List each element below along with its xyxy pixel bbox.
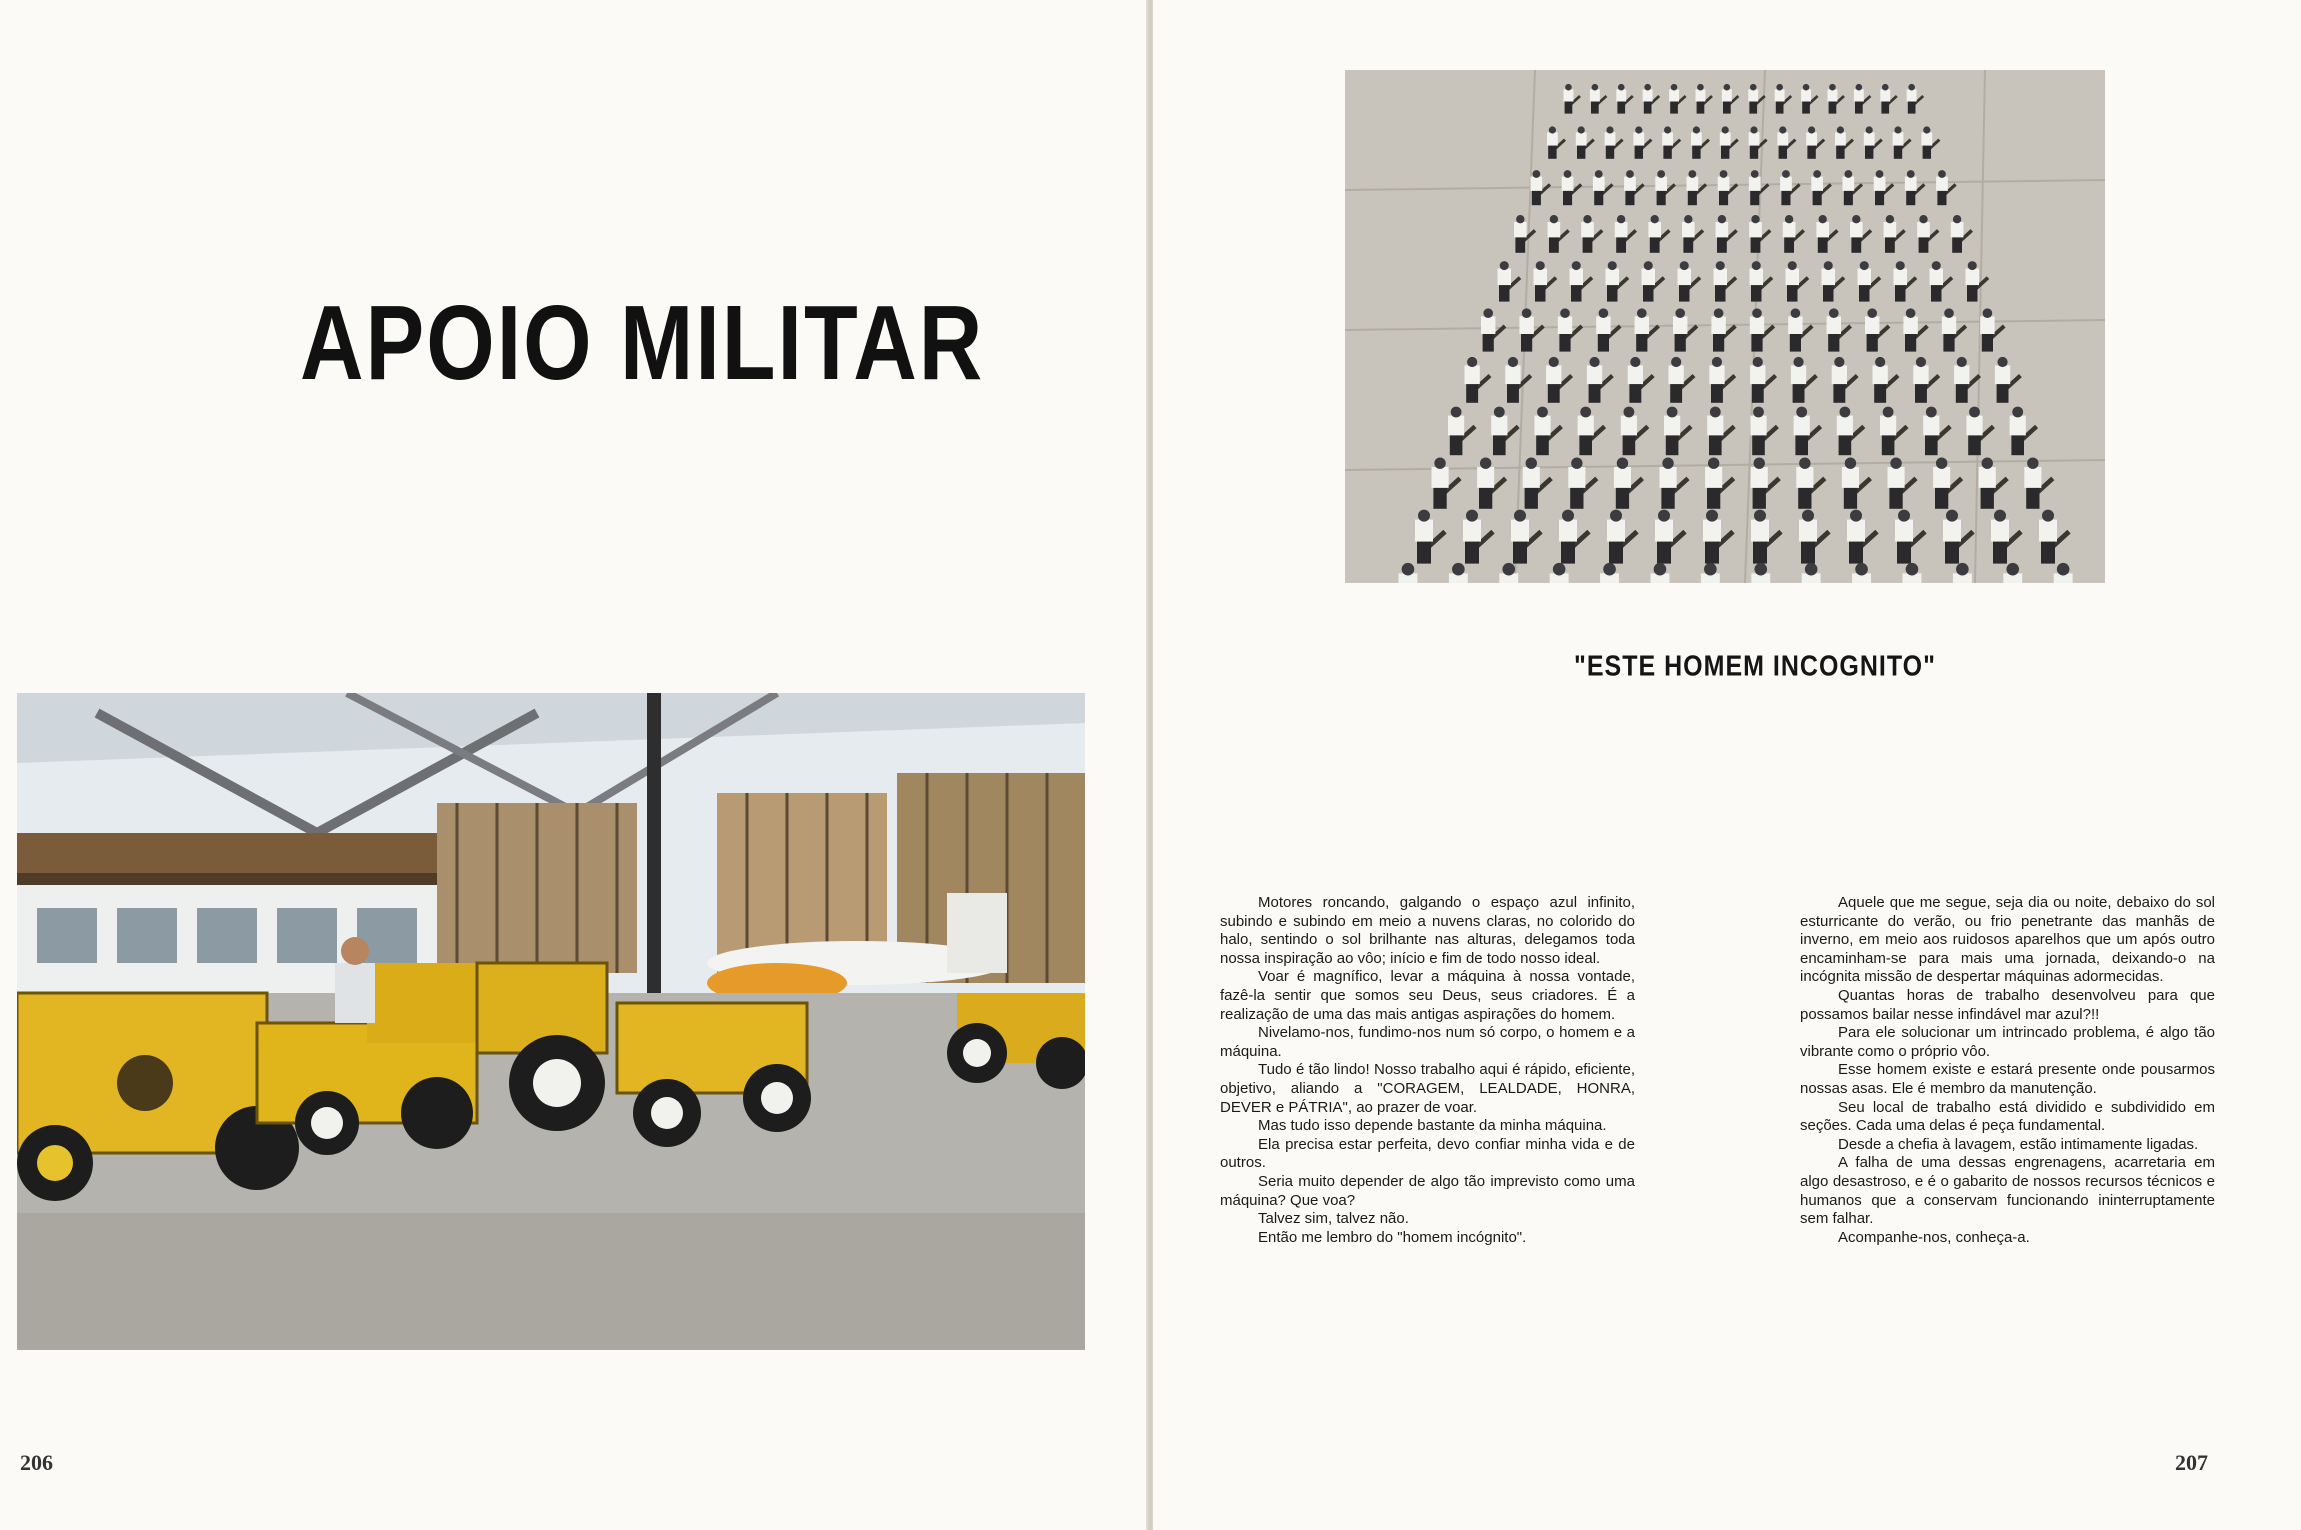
article-column-1 xyxy=(1220,894,1635,1247)
right-page xyxy=(1153,0,2301,1530)
troops-formation-photo xyxy=(1345,70,2105,583)
paragraph: Seu local de trabalho está dividido e subdividido em seções. Cada uma delas é peça fundamental. xyxy=(1800,1098,2215,1135)
page-number: 206 xyxy=(20,1450,53,1475)
paragraph: Motores roncando, galgando o espaço azul infinito, subindo e subindo em meio a nuvens claras, no colorido do halo, sentindo o sol brilhante nas alturas, delegamos toda nossa inspiração ao vôo; início e fim de todo nosso ideal. xyxy=(1220,894,1635,967)
paragraph: Para ele solucionar um intrincado problema, é algo tão vibrante como o próprio vôo. xyxy=(1800,1024,2215,1060)
left-page xyxy=(0,0,1148,1530)
paragraph: Desde a chefia à lavagem, estão intimamente ligadas. xyxy=(1838,1135,2199,1153)
paragraph: Seria muito depender de algo tão imprevisto como uma máquina? Que voa? xyxy=(1220,1172,1635,1209)
page-number: 207 xyxy=(2175,1450,2208,1475)
paragraph: Esse homem existe e estará presente onde pousarmos nossas asas. Ele é membro da manutenção. xyxy=(1800,1061,2215,1097)
paragraph: A falha de uma dessas engrenagens, acarretaria em algo desastroso, e é o gabarito de nossos recursos técnicos e humanos que a conservam funcionando ininterruptamente sem falhar. xyxy=(1800,1154,2215,1228)
paragraph: Aquele que me segue, seja dia ou noite, debaixo do sol esturricante do verão, ou frio penetrante das manhãs de inverno, em meio aos ruidosos aparelhos que um após outro encaminham-se para mais uma jornada, deixando-o na incógnita missão de despertar máquinas adormecidas. xyxy=(1800,894,2215,986)
paragraph: Quantas horas de trabalho desenvolveu para que possamos bailar nesse infindável mar azul?!! xyxy=(1800,986,2215,1023)
paragraph: Talvez sim, talvez não. xyxy=(1258,1210,1409,1228)
article-column-2 xyxy=(1800,894,2215,1247)
paragraph: Tudo é tão lindo! Nosso trabalho aqui é rápido, eficiente, objetivo, aliando a "CORAGEM, LEALDADE, HONRA, DEVER e PÁTRIA", ao prazer de voar. xyxy=(1220,1061,1635,1116)
paragraph: Ela precisa estar perfeita, devo confiar minha vida e de outros. xyxy=(1220,1135,1635,1172)
paragraph: Então me lembro do "homem incógnito". xyxy=(1258,1228,1527,1246)
paragraph: Mas tudo isso depende bastante da minha máquina. xyxy=(1258,1117,1607,1135)
paragraph: Acompanhe-nos, conheça-a. xyxy=(1838,1228,2030,1246)
paragraph: Voar é magnífico, levar a máquina à nossa vontade, fazê-la sentir que somos seu Deus, seus criadores. É a realização de uma das mais antigas aspirações do homem. xyxy=(1220,968,1635,1023)
section-subtitle: "ESTE HOMEM INCOGNITO" xyxy=(1574,650,1936,683)
paragraph: Nivelamo-nos, fundimo-nos num só corpo, o homem e a máquina. xyxy=(1220,1024,1635,1060)
page-title: APOIO MILITAR xyxy=(300,283,985,402)
hangar-tractors-photo xyxy=(17,693,1085,1350)
